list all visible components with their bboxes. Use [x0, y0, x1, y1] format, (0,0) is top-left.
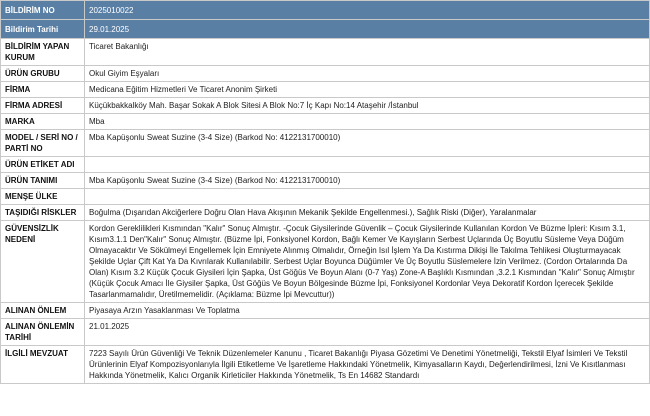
field-value: Okul Giyim Eşyaları	[85, 66, 650, 82]
field-value	[85, 157, 650, 173]
field-value: Mba Kapüşonlu Sweat Suzine (3-4 Size) (Barkod No: 4122131700010)	[85, 173, 650, 189]
row-product-group	[1, 66, 650, 82]
field-label: İLGİLİ MEVZUAT	[1, 346, 85, 384]
field-label: MENŞE ÜLKE	[1, 189, 85, 205]
row-unsafety-reason	[1, 221, 650, 303]
field-value	[85, 189, 650, 205]
row-brand	[1, 114, 650, 130]
field-label: MARKA	[1, 114, 85, 130]
field-value: 29.01.2025	[85, 20, 650, 39]
field-label: BİLDİRİM YAPAN KURUM	[1, 39, 85, 66]
row-label-name	[1, 157, 650, 173]
field-label: BİLDİRİM NO	[1, 1, 85, 20]
field-value: 2025010022	[85, 1, 650, 20]
row-company-address	[1, 98, 650, 114]
field-label: ÜRÜN GRUBU	[1, 66, 85, 82]
field-value: 7223 Sayılı Ürün Güvenliği Ve Teknik Düzenlemeler Kanunu , Ticaret Bakanlığı Piyasa Gözetimi Ve Denetimi Yönetmeliği, Tekstil Elyaf İsimleri Ve Tekstil Ürünlerinin Elyaf Kompozisyonlarıyla İlgili Etiketleme Ve İşaretleme Hakkındaki Yönetmelik, Kimyasalların Kaydı, Değerlendirilmesi, İzni Ve Kısıtlanması Hakkında Yönetmelik, Kalıcı Organik Kirleticiler Hakkında Yönetmelik, Ts En 14682 Standardı	[85, 346, 650, 384]
row-measure-date	[1, 319, 650, 346]
field-label: ALINAN ÖNLEMİN TARİHİ	[1, 319, 85, 346]
field-value: Kordon Gereklilikleri Kısmından "Kalır" Sonuç Almıştır. -Çocuk Giysilerinde Güvenlik – Çocuk Giysilerinde Kullanılan Kordon Ve Büzme İpleri: Kısım 3.1, Kısım3.1.1 Den"Kalır" Sonuç Almıştır. (Büzme İpi, Fonksiyonel Kordon, Bağlı Kemer Ve Kayışların Serbest Uçlarında Üç Boyutlu Süsleme Veya Düğüm Olmayacaktır Ve Sökülmeyi Engellemek İçin Emniyete Alınmış Olmalıdır, Örneğin Isıl İşlem Ya Da Kıstırma Dikişi İle Takılma Tehlikesi Oluşturmayacak Şekilde Uçlar Çift Kat Ya Da Kıvrılarak Kullanılabilir. Serbest Uçlar Boyunca Düğümler Ve Üç Boyutlu Süslemelere İzin Verilmez. (Cordon Ortalarında Da Olan) Kısım 3.2 Küçük Çocuk Giysileri İçin Şapka, Üst Göğüs Ve Boyun Alanı (0-7 Yaş) Zone-A Başlıklı Kısmından ,3.2.1 Kısmından "Kalır" Sonuç Almıştır (Küçük Çocuk Amacı İle Giysiler Şapka, Üst Göğüs Ve Boyun Bölgesinde Büzme İpi, Fonksiyonel Kordonlar Veya Dekoratif Kordon İçerecek Şekilde Tasarlanmamalıdır, Üretilmemelidir. (Açıklama: Büzme İpi Mevcuttur))	[85, 221, 650, 303]
field-value: Mba	[85, 114, 650, 130]
field-value: Boğulma (Dışarıdan Akciğerlere Doğru Olan Hava Akışının Mekanik Şekilde Engellenmesi.), Sağlık Riski (Diğer), Yaralanmalar	[85, 205, 650, 221]
field-label: FİRMA	[1, 82, 85, 98]
row-risks	[1, 205, 650, 221]
field-value: Mba Kapüşonlu Sweat Suzine (3-4 Size) (Barkod No: 4122131700010)	[85, 130, 650, 157]
row-notice-date	[1, 20, 650, 39]
field-value: Medicana Eğitim Hizmetleri Ve Ticaret Anonim Şirketi	[85, 82, 650, 98]
field-label: GÜVENSİZLİK NEDENİ	[1, 221, 85, 303]
row-model-serial	[1, 130, 650, 157]
field-label: MODEL / SERİ NO / PARTİ NO	[1, 130, 85, 157]
row-legislation	[1, 346, 650, 384]
row-reporting-agency	[1, 39, 650, 66]
field-label: TAŞIDIĞI RİSKLER	[1, 205, 85, 221]
row-notice-no	[1, 1, 650, 20]
field-label: FİRMA ADRESİ	[1, 98, 85, 114]
field-label: ÜRÜN ETİKET ADI	[1, 157, 85, 173]
field-label: Bildirim Tarihi	[1, 20, 85, 39]
field-value: 21.01.2025	[85, 319, 650, 346]
field-label: ALINAN ÖNLEM	[1, 303, 85, 319]
field-value: Ticaret Bakanlığı	[85, 39, 650, 66]
field-value: Küçükbakkalköy Mah. Başar Sokak A Blok Sitesi A Blok No:7 İç Kapı No:14 Ataşehir /İstanbul	[85, 98, 650, 114]
field-value: Piyasaya Arzın Yasaklanması Ve Toplatma	[85, 303, 650, 319]
row-product-description	[1, 173, 650, 189]
row-measure-taken	[1, 303, 650, 319]
row-origin-country	[1, 189, 650, 205]
field-label: ÜRÜN TANIMI	[1, 173, 85, 189]
row-company	[1, 82, 650, 98]
